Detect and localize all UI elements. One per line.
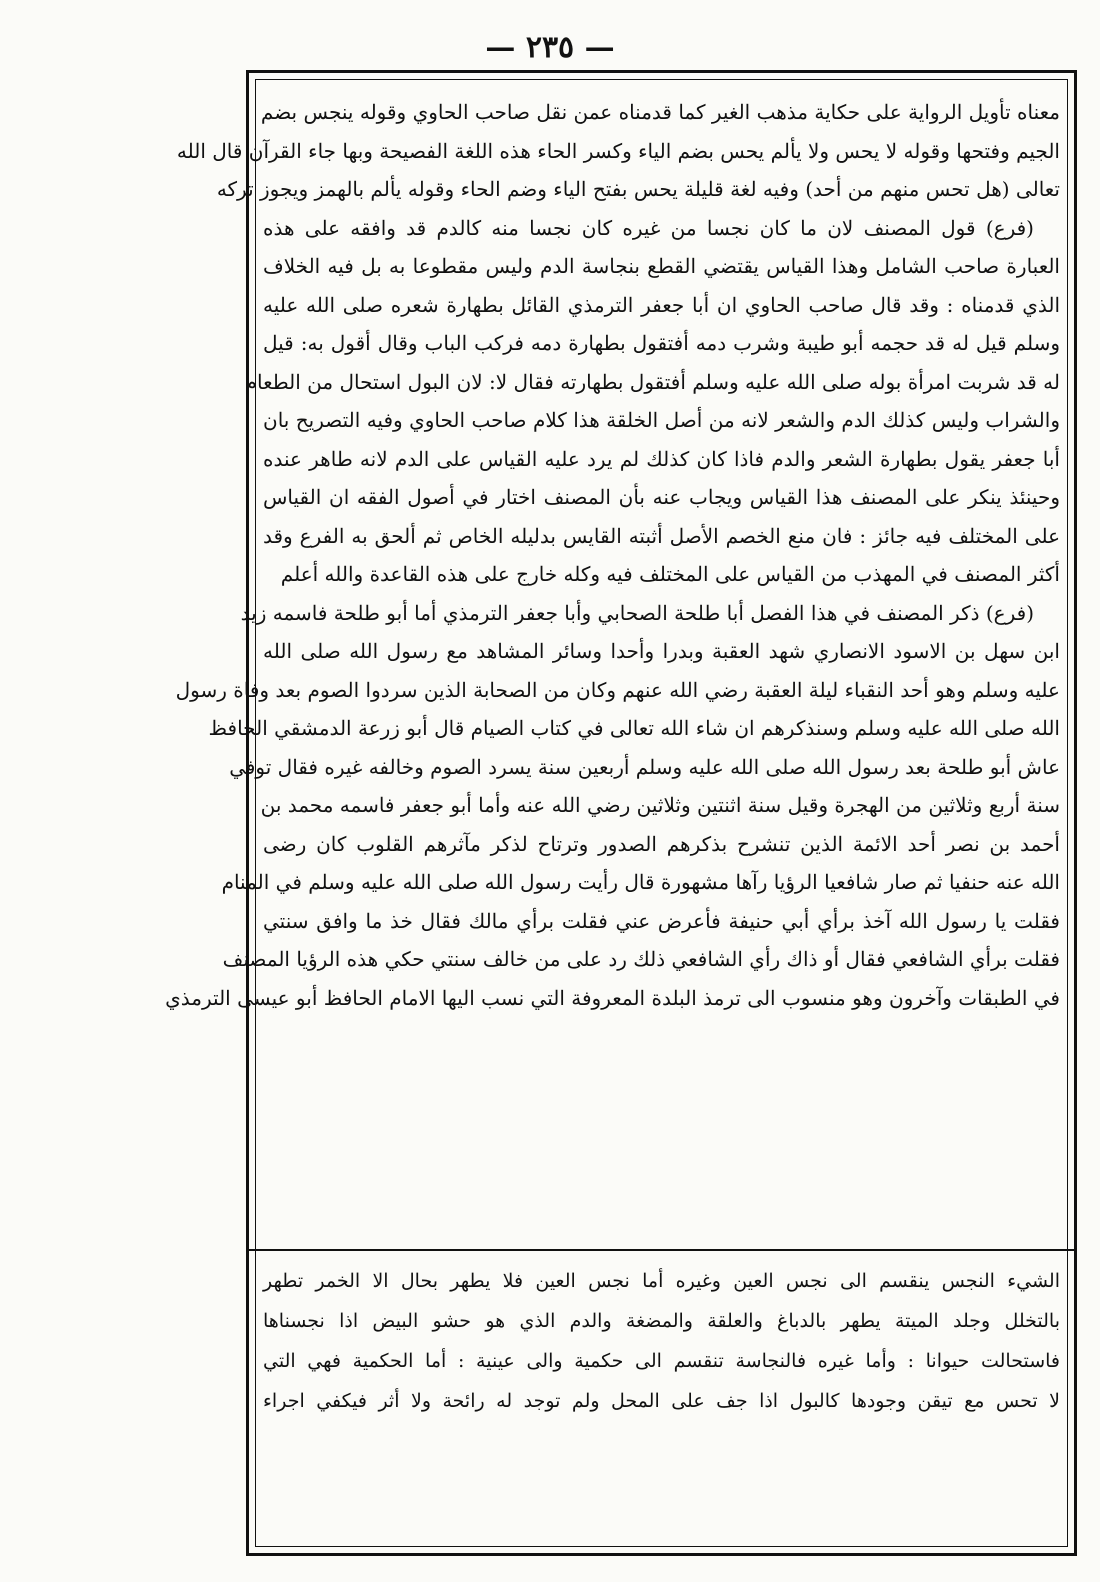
main-line: فقلت برأي الشافعي فقال أو ذاك رأي الشافعي ذلك رد على من خالف سنتي حكي هذه الرؤيا المصنف xyxy=(222,947,1060,971)
main-line: العبارة صاحب الشامل وهذا القياس يقتضي القطع بنجاسة الدم وليس مقطوعا به بل فيه الخلاف xyxy=(263,254,1060,278)
main-line: معناه تأويل الرواية على حكاية مذهب الغير كما قدمناه عمن نقل صاحب الحاوي وقوله ينجس بضم xyxy=(260,100,1060,124)
main-body-text xyxy=(165,93,1060,1017)
main-line: الذي قدمناه : وقد قال صاحب الحاوي ان أبا جعفر الترمذي القائل بطهارة شعره صلى الله عليه xyxy=(263,292,1060,317)
footnote-divider xyxy=(249,1249,1074,1251)
main-line: أحمد بن نصر أحد الائمة الذين تنشرح بذكرهم الصدور وترتاح لذكر مآثرهم القلوب كان رضى xyxy=(263,831,1060,856)
main-line: عاش أبو طلحة بعد رسول الله صلى الله عليه وسلم أربعين سنة يسرد الصوم وخالفه غيره فقال توفي xyxy=(229,754,1060,779)
main-line: والشراب وليس كذلك الدم والشعر لانه من أصل الخلقة هذا كلام صاحب الحاوي وفيه التصريح بان xyxy=(263,408,1060,432)
main-line: أبا جعفر يقول بطهارة الشعر والدم فاذا كان كذلك لم يرد عليه القياس على الدم لانه طاهر عنده xyxy=(263,446,1060,471)
footnote-line: فاستحالت حيوانا : وأما غيره فالنجاسة تنقسم الى حكمية والى عينية : أما الحكمية فهي التي xyxy=(263,1350,1060,1372)
main-line: أكثر المصنف في المهذب من القياس على المختلف فيه وكله خارج على هذه القاعدة والله أعلم xyxy=(280,562,1060,586)
main-line: وسلم قيل له قد حجمه أبو طيبة وشرب دمه أفتقول بطهارة دمه فركب الباب وقال أقول به: قيل xyxy=(263,331,1060,355)
footnote-text xyxy=(263,1261,1060,1421)
main-line: عليه وسلم وهو أحد النقباء ليلة العقبة رضي الله عنهم وكان من الصحابة الذين سردوا الصوم بعد وفاة رسول xyxy=(175,677,1060,702)
main-line: وحينئذ ينكر على المصنف هذا القياس ويجاب عنه بأن المصنف اختار في أصول الفقه ان القياس xyxy=(263,485,1060,509)
main-line: الله عنه حنفيا ثم صار شافعيا الرؤيا رآها مشهورة قال رأيت رسول الله صلى الله عليه وسلم في المنام xyxy=(221,870,1060,894)
main-line: سنة أربع وثلاثين من الهجرة وقيل سنة اثنتين وثلاثين رضي الله عنه وأما أبو جعفر فاسمه محمد بن xyxy=(260,793,1060,817)
main-line: على المختلف فيه جائز : فان منع الخصم الأصل أثبته القايس بدليله الخاص ثم ألحق به الفرع وقد xyxy=(263,523,1060,548)
text-frame xyxy=(165,70,1077,1556)
main-line: الله صلى الله عليه وسلم وسنذكرهم ان شاء الله تعالى في كتاب الصيام قال أبو زرعة الدمشقي الحافظ xyxy=(208,716,1060,740)
footnote-line: الشيء النجس ينقسم الى نجس العين وغيره أما نجس العين فلا يطهر بحال الا الخمر تطهر xyxy=(263,1270,1060,1292)
main-line: في الطبقات وآخرون وهو منسوب الى ترمذ البلدة المعروفة التي نسب اليها الامام الحافظ أبو عيسى الترمذي xyxy=(165,985,1060,1010)
main-line: (فرع) ذكر المصنف في هذا الفصل أبا طلحة الصحابي وأبا جعفر الترمذي أما أبو طلحة فاسمه زيد xyxy=(240,600,1034,625)
main-line: فقلت يا رسول الله آخذ برأي أبي حنيفة فأعرض عني فقلت برأي مالك فقال خذ ما وافق سنتي xyxy=(263,908,1060,933)
main-line: ابن سهل بن الاسود الانصاري شهد العقبة وبدرا وأحدا وسائر المشاهد مع رسول الله صلى الله xyxy=(263,639,1060,663)
main-line: الجيم وفتحها وقوله لا يحس ولا يألم يحس بضم الياء وكسر الحاء هذه اللغة الفصيحة وبها جاء القرآن قال الله xyxy=(176,138,1060,163)
main-line: (فرع) قول المصنف لان ما كان نجسا من غيره كان نجسا منه كالدم قد وافقه على هذه xyxy=(263,215,1034,240)
footnote-line: لا تحس مع تيقن وجودها كالبول اذا جف على المحل ولم توجد له رائحة ولا أثر فيكفي اجراء xyxy=(263,1390,1060,1412)
main-line: له قد شربت امرأة بوله صلى الله عليه وسلم أفتقول بطهارته فقال لا: لان البول استحال من الطعام xyxy=(244,369,1060,394)
footnote-line: بالتخلل وجلد الميتة يطهر بالدباغ والعلقة والمضغة والدم الذي هو حشو البيض اذا نجسناها xyxy=(263,1310,1060,1332)
page-number: — ٢٣٥ — xyxy=(485,30,615,65)
main-line: تعالى (هل تحس منهم من أحد) وفيه لغة قليلة يحس بفتح الياء وضم الحاء وقوله يألم بالهمز ويجوز تركه xyxy=(216,177,1060,201)
